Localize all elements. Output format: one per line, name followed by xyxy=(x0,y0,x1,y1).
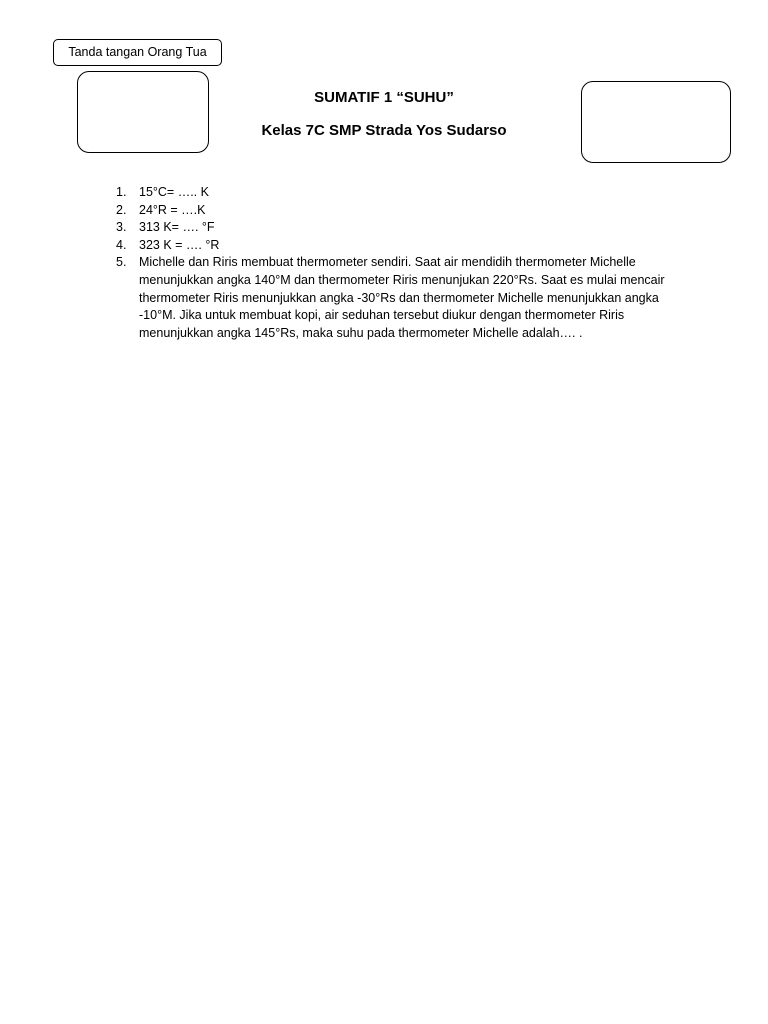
question-item xyxy=(110,202,670,220)
question-number: 1. xyxy=(116,185,127,199)
question-item xyxy=(110,237,670,255)
question-item xyxy=(110,254,670,342)
question-number: 3. xyxy=(116,220,127,235)
question-item xyxy=(110,184,670,202)
parent-signature-label: Tanda tangan Orang Tua xyxy=(53,39,222,66)
question-number: 4. xyxy=(116,237,127,252)
question-text: 24°R = ….K xyxy=(139,202,206,217)
question-text: 323 K = …. °R xyxy=(139,237,220,252)
page-subtitle: Kelas 7C SMP Strada Yos Sudarso xyxy=(261,122,507,139)
question-item xyxy=(110,219,670,237)
question-text: Michelle dan Riris membuat thermometer sendiri. Saat air mendidih thermometer Michelle menunjukkan angka 140°M dan thermometer Riris menunjukan 220°Rs. Saat es mulai mencair thermometer Riris menunjukkan angka -30°Rs dan thermometer Michelle menunjukkan angka -10°M. Jika untuk membuat kopi, air seduhan tersebut diukur dengan thermometer Riris menunjukkan angka 145°Rs, maka suhu pada thermometer Michelle adalah…. . xyxy=(139,255,665,340)
question-number: 2. xyxy=(116,202,127,217)
question-text: 313 K= …. °F xyxy=(139,220,215,235)
parent-signature-box xyxy=(77,71,209,153)
page-title: SUMATIF 1 “SUHU” xyxy=(314,89,454,106)
question-text: 15°C= ….. K xyxy=(139,185,209,199)
question-number: 5. xyxy=(116,255,127,270)
question-list xyxy=(110,184,670,342)
